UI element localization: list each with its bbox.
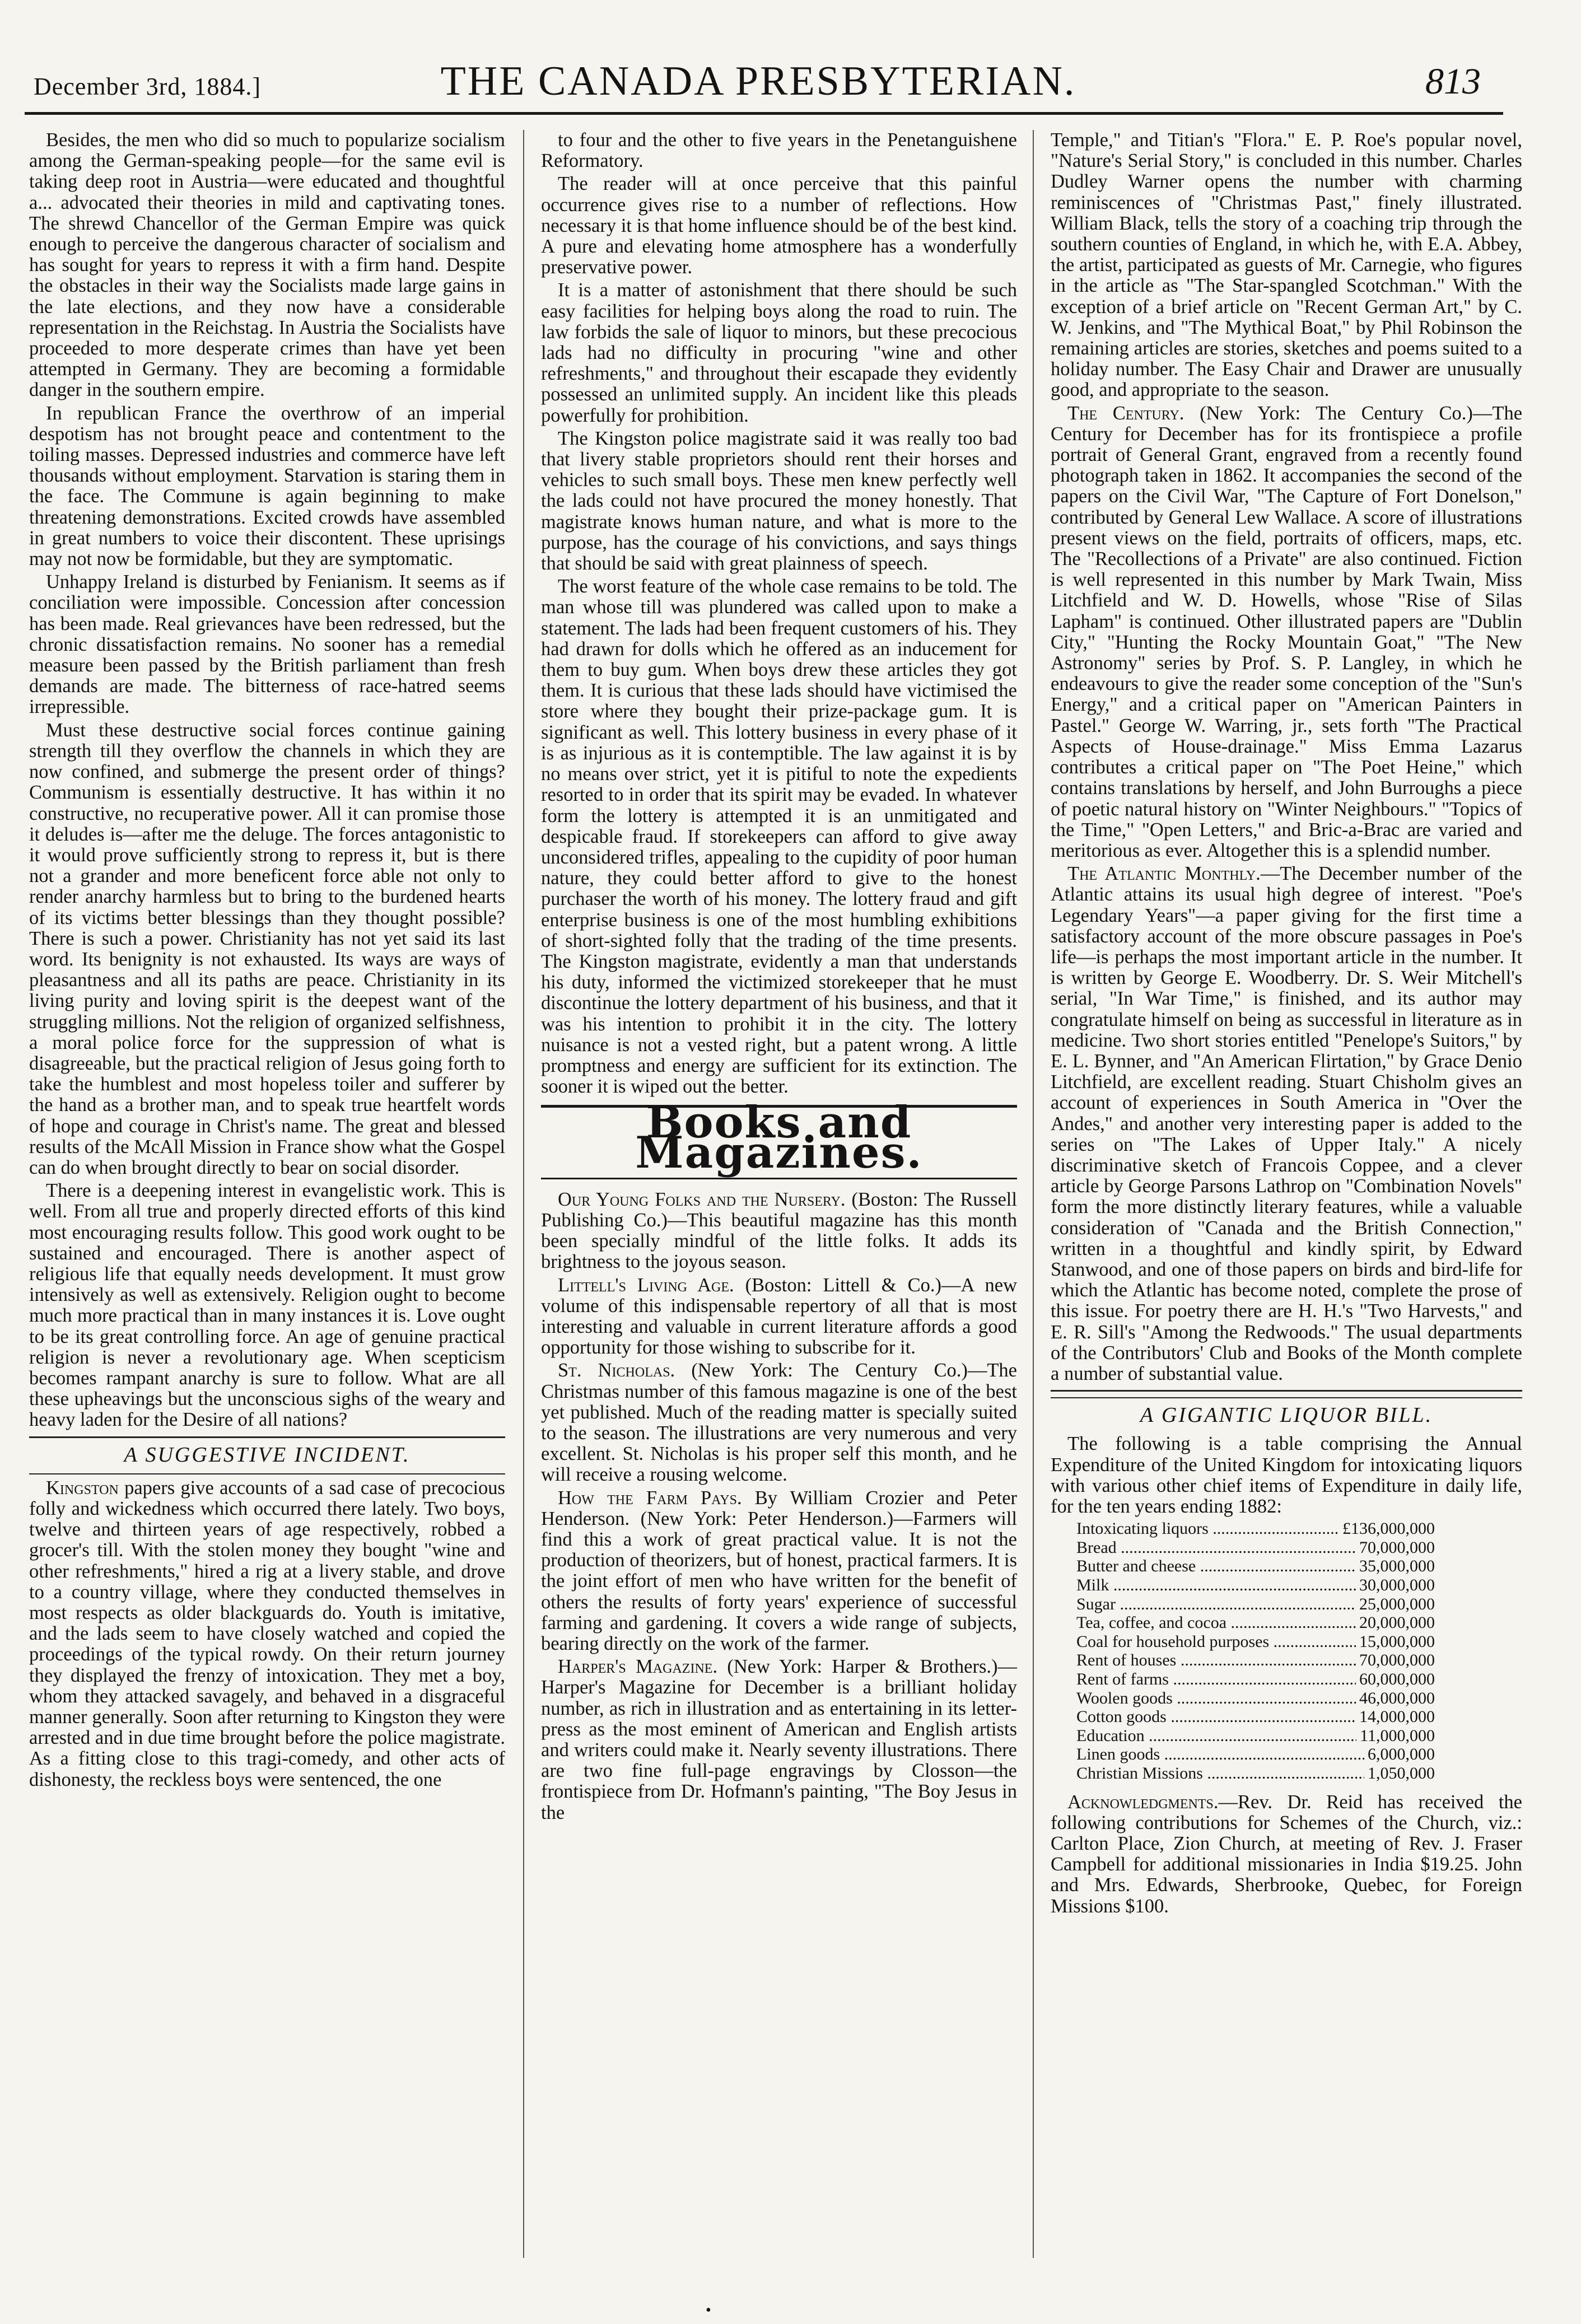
section-heading: Books and Magazines.	[635, 1097, 923, 1178]
review-body: (Boston: Littell & Co.)—A new volume of this indispensable repertory of all that is most interesting and valuable in current literature affords a good opportunity for those wishing to subscribe for it.	[541, 1274, 1017, 1359]
expenditure-table	[1076, 1519, 1435, 1782]
table-item: Woolen goods .....	[1076, 1689, 1356, 1708]
table-row	[1076, 1557, 1435, 1576]
paragraph: Must these destructive social forces continue gaining strength till they overflow the channels in which they are now confined, and submerge the present order of things? Communism is essentially destructive. It has within it no constructive, no recuperative power. All it can promise those it deludes is—after me the deluge. The forces antagonistic to it would prove sufficiently strong to repress it, but is there not a grander and more beneficent force able not only to render anarchy harmless but to bring to the burdened hearts of its victims better blessings than they thought possible? There is such a power. Christianity has not yet said its last word. Its benignity is not exhausted. Its ways are ways of pleasantness and all its paths are peace. Christianity in its living purity and loving spirit is the deepest want of the struggling millions. Not the religion of organized selfishness, a moral police force for the suppression of what is disagreeable, but the practical religion of Jesus going forth to take the humblest and most hopeless toiler and sufferer by the hand as a brother man, and to speak true heartfelt words of hope and courage in Christ's name. The great and blessed results of the McAll Mission in France show what the Gospel can do when brought directly to bear on social disorder.	[29, 719, 505, 1178]
review-body: (New York: The Century Co.)—The Christmas number of this famous magazine is one of the best yet published. Much of the reading matter is specially suited to the season. The illustrations are very numerous and very excellent. St. Nicholas is his proper self this month, and he will receive a rousing welcome.	[541, 1360, 1017, 1486]
table-amount: 14,000,000	[1359, 1707, 1435, 1726]
table-item: Education .....	[1076, 1726, 1356, 1746]
table-item: Rent of houses .....	[1076, 1651, 1356, 1670]
table-item: Linen goods .....	[1076, 1745, 1364, 1764]
table-row	[1076, 1613, 1435, 1632]
table-item: Christian Missions .....	[1076, 1764, 1364, 1783]
table-intro: The following is a table comprising the Annual Expenditure of the United Kingdom for intoxicating liquors with various other chief items of Expenditure in daily life, for the ten years ending 1882:	[1051, 1433, 1522, 1517]
masthead-rule	[25, 112, 1503, 115]
newspaper-title: THE CANADA PRESBYTERIAN.	[440, 58, 1076, 104]
review-title: Our Young Folks and the Nursery.	[558, 1188, 846, 1210]
section-heading-box	[541, 1097, 1017, 1179]
review-title: How the Farm Pays.	[558, 1487, 742, 1509]
column-divider	[1033, 130, 1034, 2258]
table-row	[1076, 1576, 1435, 1595]
table-row	[1076, 1595, 1435, 1614]
paragraph: The reader will at once perceive that this painful occurrence gives rise to a number of reflections. How necessary it is that home influence should be of the best kind. A pure and elevating home atmosphere has a wonderfully preservative power.	[541, 173, 1017, 278]
paragraph: Temple," and Titian's "Flora." E. P. Roe's popular novel, "Nature's Serial Story," is concluded in this number. Charles Dudley Warner opens the number with charming reminiscences of "Christmas Past," finely illustrated. William Black, tells the story of a coaching trip through the southern counties of England, in which he, with E.A. Abbey, the artist, participated as guests of Mr. Carnegie, who figures in the article as "The Star-spangled Scotchman." With the exception of a brief article on "Recent German Art," by C. W. Jenkins, and "The Mythical Boat," by Phil Robinson the remaining articles are stories, sketches and poems suited to a holiday number. The Easy Chair and Drawer are unusually good, and appropriate to the season.	[1051, 129, 1522, 401]
section-rule	[1051, 1397, 1522, 1398]
table-amount: 25,000,000	[1359, 1594, 1435, 1613]
table-amount: 11,000,000	[1360, 1726, 1435, 1745]
article-subhead: A SUGGESTIVE INCIDENT.	[124, 1443, 411, 1467]
table-item: Milk .....	[1076, 1576, 1356, 1595]
article-paragraph	[29, 1478, 505, 1790]
table-row	[1076, 1764, 1435, 1783]
review-entry	[541, 1488, 1017, 1655]
table-amount: 15,000,000	[1359, 1632, 1435, 1651]
table-amount: 20,000,000	[1359, 1613, 1435, 1632]
issue-date: December 3rd, 1884.]	[34, 73, 262, 100]
review-entry	[541, 1275, 1017, 1359]
paragraph: The Kingston police magistrate said it was really too bad that livery stable proprietors should rent their horses and vehicles to such small boys. These men knew perfectly well the lads could not have procured the money honestly. That magistrate knows human nature, and what is more to the purpose, has the courage of his convictions, and says things that should be said with great plainness of speech.	[541, 427, 1017, 575]
column-three	[1051, 130, 1522, 1919]
paragraph-lead: Acknowledgments.	[1067, 1791, 1219, 1813]
paragraph-body: —Rev. Dr. Reid has received the following contributions for Schemes of the Church, viz.: Carlton Place, Zion Church, at meeting of Rev. J. Fraser Campbell for additional missionaries in India $19.25. John and Mrs. Edwards, Sherbrooke, Quebec, for Foreign Missions $100.	[1051, 1791, 1522, 1917]
table-amount: 46,000,000	[1359, 1688, 1435, 1707]
table-amount: 60,000,000	[1359, 1669, 1435, 1688]
table-row	[1076, 1519, 1435, 1538]
review-title: St. Nicholas.	[558, 1360, 675, 1382]
paragraph-body: papers give accounts of a sad case of precocious folly and wickedness which occurred there lately. Two boys, twelve and thirteen years of age respectively, robbed a grocer's till. With the stolen money they bought "wine and other refreshments," hired a rig at a livery stable, and drove to a country village, where they conducted themselves in most respects as older blackguards do. Youth is imitative, and the lads seem to have closely watched and copied the proceedings of the typical rowdy. On their return journey they displayed the frenzy of intoxication. They met a boy, whom they attacked savagely, and behaved in a disgraceful manner generally. Soon after returning to Kingston they were arrested and in due time brought before the police magistrate. As a fitting close to this tragi-comedy, and other acts of dishonesty, the reckless boys were sentenced, the one	[29, 1477, 505, 1790]
paragraph: Unhappy Ireland is disturbed by Fenianism. It seems as if conciliation were impossible. Concession after concession has been made. Real grievances have been redressed, but the chronic dissatisfaction remains. No sooner has a remedial measure been passed by the British parliament than fresh demands are made. The bitterness of race-hatred seems irrepressible.	[29, 571, 505, 718]
review-body: (New York: Harper & Brothers.)—Harper's Magazine for December is a brilliant holiday number, as rich in illustration and as entertaining in its letter-press as the most eminent of American and English artists and writers could make it. Nearly seventy illustrations. There are two fine full-page engravings by Closson—the frontispiece from Dr. Hofmann's painting, "The Boy Jesus in the	[541, 1656, 1017, 1823]
paragraph: In republican France the overthrow of an imperial despotism has not brought peace and contentment to the toiling masses. Depressed industries and commerce have left thousands without employment. Starvation is staring them in the face. The Commune is again beginning to make threatening demonstrations. Excited crowds have assembled in great numbers to voice their discontent. These uprisings may not now be formidable, but they are symptomatic.	[29, 402, 505, 570]
table-amount: 70,000,000	[1359, 1651, 1435, 1670]
paragraph: The worst feature of the whole case remains to be told. The man whose till was plundered was called upon to make a statement. The lads had been frequent customers of his. They had drawn for dolls which he offered as an inducement for them to buy gum. When boys drew these articles they got them. It is curious that these lads should have victimised the store where they bought their prize-package gum. It is significant as well. This lottery business in every phase of it is as injurious as it is contemptible. The law against it is by no means over strict, yet it is pitiful to note the expedients resorted to in order that its spirit may be evaded. In whatever form the lottery is attempted it is an unmitigated and despicable fraud. If storekeepers can afford to give away unconsidered trifles, appealing to the cupidity of poor human nature, they could better afford to give to the honest purchaser the worth of his money. The lottery fraud and gift enterprise business is one of the most humbling exhibitions of short-sighted folly that the trading of the time presents. The Kingston magistrate, evidently a man that understands his duty, informed the victimized storekeeper that he must discontinue the lottery department of his business, and that it was his intention to prohibit it in the city. The lottery nuisance is not a vested right, but a patent wrong. A little promptness and energy are sufficient for its extinction. The sooner it is wiped out the better.	[541, 576, 1017, 1098]
paragraph: There is a deepening interest in evangelistic work. This is well. From all true and properly directed efforts of this kind most encouraging results follow. This good work ought to be sustained and encouraged. There is another aspect of religious life that equally needs development. It must grow intensively as well as extensively. Religion ought to become much more practical than in many instances it is. Love ought to be its great controlling force. An age of genuine practical religion is never a revolutionary age. When scepticism becomes rampant anarchy is sure to follow. What are all these upheavings but the unconscious sighs of the weary and heavy laden for the Desire of all nations?	[29, 1180, 505, 1431]
table-row	[1076, 1670, 1435, 1689]
table-row	[1076, 1689, 1435, 1708]
review-entry	[1051, 403, 1522, 861]
section-rule	[29, 1473, 505, 1474]
table-amount: 30,000,000	[1359, 1575, 1435, 1594]
table-item: Coal for household purposes .....	[1076, 1632, 1356, 1651]
masthead	[25, 54, 1492, 105]
review-entry	[1051, 864, 1522, 1384]
column-divider	[523, 130, 524, 2258]
review-body: (Boston: The Russell Publishing Co.)—This beautiful magazine has this month been specially mindful of the little folks. It adds its brightness to the joyous season.	[541, 1188, 1017, 1273]
page-number: 813	[1425, 61, 1481, 102]
table-item: Cotton goods .....	[1076, 1707, 1356, 1726]
table-item: Sugar .....	[1076, 1595, 1356, 1614]
table-amount: 70,000,000	[1359, 1538, 1435, 1557]
table-row	[1076, 1726, 1435, 1746]
review-entry	[541, 1360, 1017, 1485]
paragraph: to four and the other to five years in the Penetanguishene Reformatory.	[541, 129, 1017, 172]
paragraph-lead: Kingston	[46, 1477, 119, 1499]
paragraph: Besides, the men who did so much to popularize socialism among the German-speaking people—for the same evil is taking deep root in Austria—were educated and thoughtful a... advocated their theories in mild and captivating tones. The shrewd Chancellor of the German Empire was quick enough to perceive the dangerous character of socialism and has sought for years to repress it with a firm hand. Despite the obstacles in their way the Socialists made large gains in the late elections, and they now have a considerable representation in the Reichstag. In Austria the Socialists have proceeded to more desperate crimes than have yet been attempted in Germany. They are becoming a formidable danger in the southern empire.	[29, 129, 505, 401]
review-title: Harper's Magazine.	[558, 1656, 718, 1678]
table-amount: 35,000,000	[1359, 1557, 1435, 1576]
table-amount: 1,050,000	[1368, 1763, 1435, 1782]
review-entry	[541, 1189, 1017, 1273]
review-body: —The December number of the Atlantic attains its usual high degree of interest. "Poe's Legendary Years"—a paper giving for the first time a satisfactory account of the more obscure passages in Poe's life—is perhaps the most important article in the number. It is written by George E. Woodberry. Dr. S. Weir Mitchell's serial, "In War Time," is finished, and its author may congratulate himself on being as successful in literature as in medicine. Two short stories entitled "Penelope's Suitors," by E. L. Bynner, and "An American Flirtation," by Grace Denio Litchfield, are excellent reading. Stuart Chisholm gives an account of experiences in South America in "Over the Andes," and another very interesting paper is added to the series on "The Lakes of Upper Italy." A nicely discriminative sketch of Francois Coppee, and a clever article by George Parsons Lathrop on "Combination Novels" form the more distinctly literary features, while a valuable consideration of "Canada and the British Connection," written in a thoughtful and kindly spirit, by Edward Stanwood, and one of those papers on birds and bird-life for which the Atlantic has become noted, complete the prose of this issue. For poetry there are H. H.'s "Two Harvests," and E. R. Sill's "Among the Redwoods." The usual departments of the Contributors' Club and Books of the Month complete a number of substantial value.	[1051, 863, 1522, 1384]
table-amount: £136,000,000	[1342, 1519, 1435, 1538]
printer-mark: •	[706, 2302, 711, 2319]
review-body: By William Crozier and Peter Henderson. (New York: Peter Henderson.)—Farmers will find this a work of great practical value. It is not the production of theorizers, but of honest, practical farmers. It is the joint effort of men who have written for the benefit of others the results of forty years' experience of successful farming and gardening. It covers a wide range of subjects, bearing directly on the work of the farmer.	[541, 1487, 1017, 1655]
table-item: Intoxicating liquors .....	[1076, 1519, 1339, 1538]
column-one	[29, 130, 505, 1793]
section-rule	[1051, 1390, 1522, 1392]
acknowledgments	[1051, 1792, 1522, 1917]
table-item: Rent of farms .....	[1076, 1670, 1356, 1689]
paragraph: It is a matter of astonishment that there should be such easy facilities for helping boys along the road to ruin. The law forbids the sale of liquor to minors, but these precocious lads had no difficulty in procuring "wine and other refreshments," and throughout their escapade they evidently possessed an unlimited supply. An incident like this pleads powerfully for prohibition.	[541, 279, 1017, 426]
table-amount: 6,000,000	[1368, 1745, 1435, 1764]
table-row	[1076, 1632, 1435, 1651]
table-row	[1076, 1538, 1435, 1557]
table-row	[1076, 1707, 1435, 1726]
review-body: (New York: The Century Co.)—The Century for December has for its frontispiece a profile portrait of General Grant, engraved from a recently found photograph taken in 1862. It accompanies the second of the papers on the Civil War, "The Capture of Fort Donelson," contributed by General Lew Wallace. A score of illustrations present views on the field, portraits of officers, maps, etc. The "Recollections of a Private" are also continued. Fiction is well represented in this number by Mark Twain, Miss Litchfield and W. D. Howells, whose "Rise of Silas Lapham" is continued. Other illustrated papers are "Dublin City," "Hunting the Rocky Mountain Goat," "The New Astronomy" series by Prof. S. P. Langley, in which he endeavours to give the reader some conception of the "Sun's Energy," and a critical paper on "American Painters in Pastel." George W. Warring, jr., sets forth "The Practical Aspects of House-drainage." Miss Emma Lazarus contributes a critical paper on "The Poet Heine," which contains translations by herself, and John Burroughs a piece of poetic natural history on "Winter Neighbours." "Topics of the Time," "Open Letters," and Bric-a-Brac are varied and meritorious as ever. Altogether this is a splendid number.	[1051, 402, 1523, 861]
review-title: The Century.	[1067, 402, 1184, 424]
table-row	[1076, 1745, 1435, 1764]
table-row	[1076, 1651, 1435, 1670]
section-rule	[29, 1436, 505, 1438]
table-item: Butter and cheese .....	[1076, 1557, 1356, 1576]
review-title: Littell's Living Age.	[558, 1274, 734, 1296]
review-title: The Atlantic Monthly.	[1067, 863, 1261, 885]
column-two	[541, 130, 1017, 1826]
table-item: Tea, coffee, and cocoa .....	[1076, 1613, 1356, 1632]
article-subhead: A GIGANTIC LIQUOR BILL.	[1140, 1403, 1433, 1427]
table-item: Bread .....	[1076, 1538, 1356, 1557]
review-entry	[541, 1656, 1017, 1823]
